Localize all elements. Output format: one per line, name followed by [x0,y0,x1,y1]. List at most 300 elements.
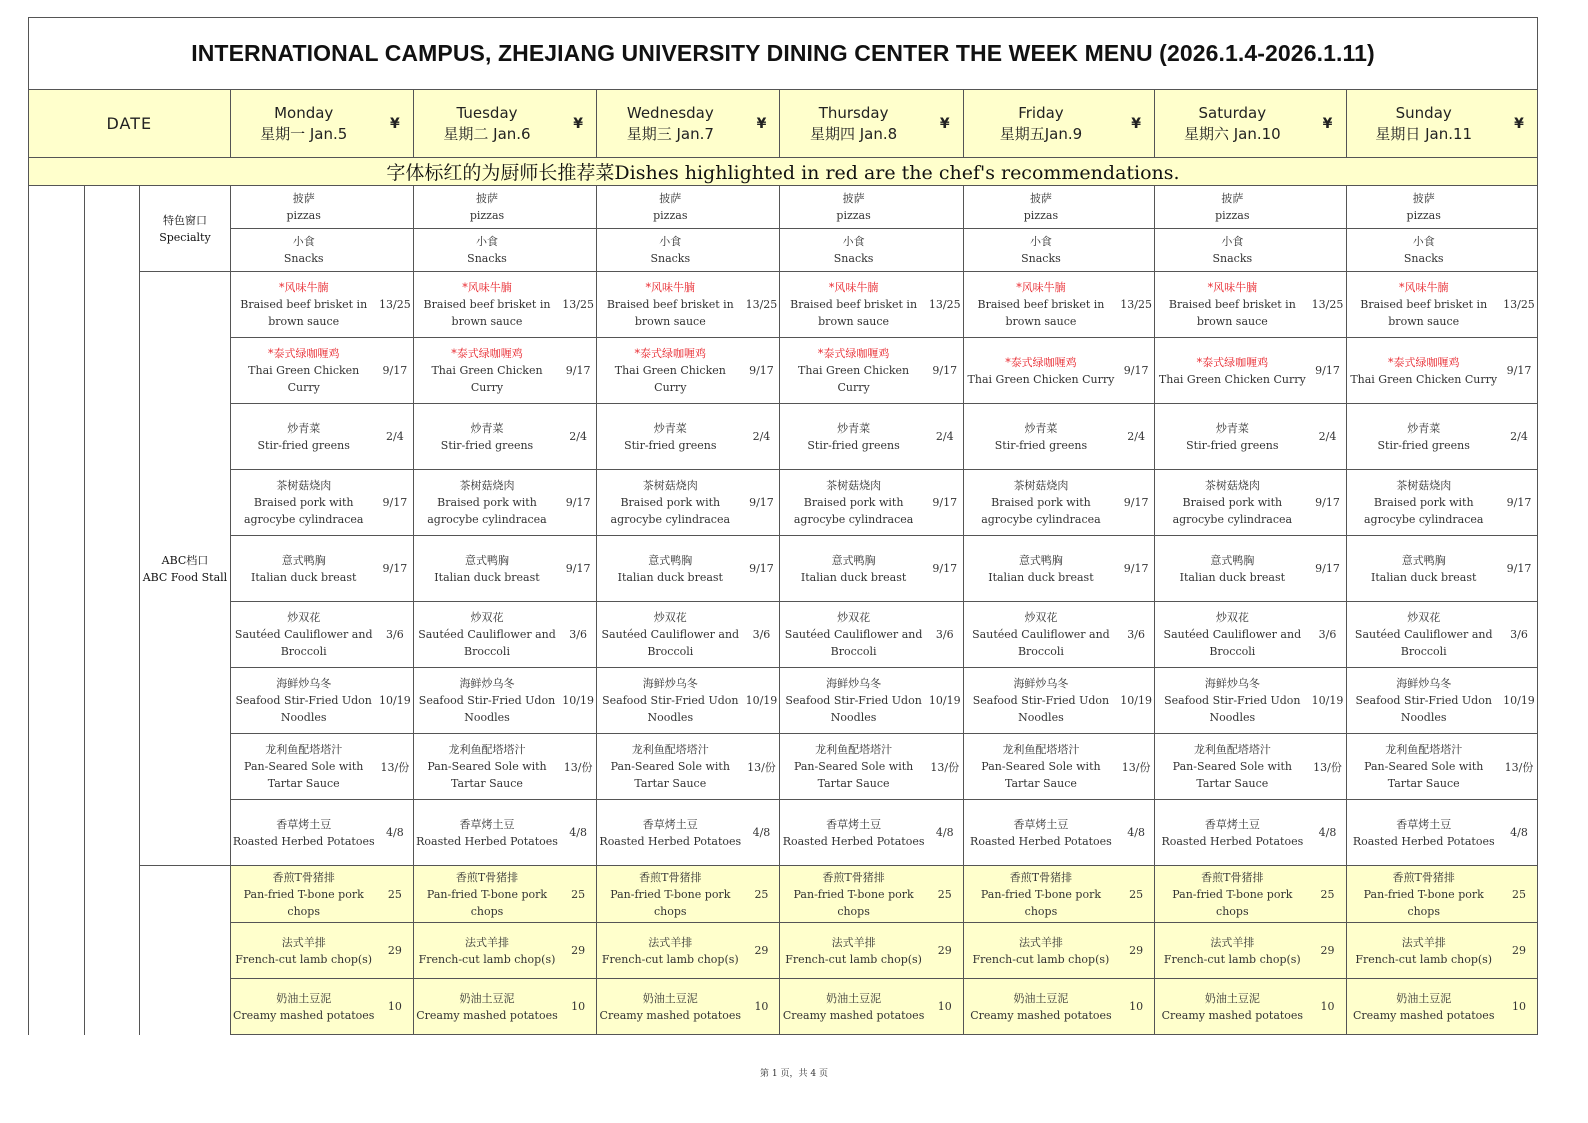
dish-cell [963,602,1118,668]
dish [1347,990,1501,1024]
dish-cell [780,668,927,734]
dish-cell [597,186,744,229]
price-cell: 2/4 [927,404,963,470]
dish-cell [1155,800,1310,866]
dish [1347,816,1501,850]
dish-name-en: Snacks [650,252,691,265]
dish-name-cn: 意式鸭胸 [648,553,693,567]
dish-name-en: French-cut lamb chop(s) [235,952,373,966]
price-cell: 25 [743,866,779,923]
dish [414,233,560,267]
dish-name-en: Braised beef brisket in brown sauce [606,298,734,328]
dish-name-cn: 披萨 [659,192,682,205]
dish [414,190,560,224]
price-cell: 25 [560,866,596,923]
price-cell: 3/6 [1310,602,1346,668]
specialty-row [29,186,1538,229]
dish-name-cn: 炒双花 [1407,611,1441,624]
dish [964,420,1118,454]
abc-row [29,734,1538,800]
dish [1155,233,1309,267]
day-name-cn: 星期三 Jan.7 [626,124,714,143]
dish-name-en: Stir-fried greens [994,438,1088,452]
dish-cell [780,734,927,800]
dish-name-cn: 茶树菇烧肉 [826,479,882,492]
price-cell: 9/17 [1501,536,1538,602]
dish-name-cn: 香草烤土豆 [826,817,882,831]
dish-cell [780,338,927,404]
dish-name-en: Pan-Seared Sole with Tartar Sauce [610,760,730,790]
dish-name-en: French-cut lamb chop(s) [1163,952,1301,966]
dish-cell [413,229,560,272]
specialty-row [29,229,1538,272]
dish-name-en: Pan-Seared Sole with Tartar Sauce [981,760,1101,790]
price-cell: 9/17 [1310,338,1346,404]
dish-name-en: French-cut lamb chop(s) [418,952,556,966]
dish-name-cn: 炒青菜 [1215,421,1249,435]
dish-name-cn: 香煎T骨猪排 [455,870,519,884]
dish-name-cn: 茶树菇烧肉 [1204,479,1260,492]
price-cell: 10/19 [743,668,779,734]
dish-cell [597,979,744,1035]
dish-name-en: Sautéed Cauliflower and Broccoli [601,628,740,658]
dish-name-cn: *风味牛腩 [1016,281,1066,294]
price-cell [743,186,779,229]
price-cell: 29 [927,923,963,979]
price-cell: 9/17 [377,536,413,602]
dish [231,420,377,454]
dish [1155,934,1309,968]
dish [231,990,377,1024]
price-cell: 13/份 [743,734,779,800]
dish-name-cn: 香煎T骨猪排 [1009,870,1073,884]
dish [964,279,1118,330]
price-cell [743,229,779,272]
dish-cell [1346,404,1501,470]
dish-name-cn: 炒双花 [837,611,871,624]
dish-name-en: Pan-fried T-bone pork chops [610,887,731,918]
price-cell: 13/份 [560,734,596,800]
dish-name-en: Seafood Stir-Fried Udon Noodles [972,694,1110,724]
page-footer: 第 1 页，共 4 页 [760,1069,828,1079]
dish-cell [1346,734,1501,800]
price-cell: 2/4 [743,404,779,470]
price-cell [377,229,413,272]
price-cell: 25 [377,866,413,923]
dish [1347,190,1501,224]
dish-name-en: Creamy mashed potatoes [599,1008,742,1022]
dish-name-en: Braised beef brisket in brown sauce [423,298,551,328]
dish-cell [597,866,744,923]
dish-cell [230,923,377,979]
price-cell: 13/25 [1501,272,1538,338]
dish [1347,477,1501,528]
dish-cell [230,979,377,1035]
dish-cell [1346,866,1501,923]
dish-name-en: Sautéed Cauliflower and Broccoli [234,628,373,658]
day-header [597,90,744,158]
price-cell: 25 [1118,866,1154,923]
dish-name-cn: 香煎T骨猪排 [1201,870,1264,884]
blank-col-2 [84,186,140,1035]
dish [780,190,926,224]
dish-cell [597,923,744,979]
dish-name-cn: 香煎T骨猪排 [272,870,335,884]
dish-cell [413,979,560,1035]
dish [964,741,1118,792]
day-name-en: Monday [274,103,334,122]
price-cell: 2/4 [1310,404,1346,470]
dish [780,675,926,726]
dish [414,934,560,968]
dish-name-cn: 法式羊排 [831,935,876,949]
dish-name-en: Italian duck breast [1179,570,1286,584]
dish-name-cn: 奶油土豆泥 [1204,991,1260,1005]
price-cell [1501,229,1538,272]
dish-cell [1155,404,1310,470]
price-cell: 9/17 [1501,470,1538,536]
dish [597,816,743,850]
price-cell: 9/17 [560,470,596,536]
dish [1155,354,1309,388]
dish-name-cn: *泰式绿咖喱鸡 [1196,355,1269,369]
dish [1347,609,1501,660]
dish [780,609,926,660]
price-cell: 3/6 [560,602,596,668]
dish [597,345,743,396]
dish-name-cn: 香草烤土豆 [1013,817,1069,831]
dish-cell [230,668,377,734]
dish-name-en: Sautéed Cauliflower and Broccoli [784,628,923,658]
dish-name-cn: 意式鸭胸 [465,553,509,567]
dish-cell [963,979,1118,1035]
dish-cell [780,923,927,979]
price-cell: 10/19 [1501,668,1538,734]
dish-name-cn: 奶油土豆泥 [1013,991,1069,1005]
dish-name-en: Italian duck breast [1371,570,1477,584]
price-cell [560,229,596,272]
dish-name-en: Thai Green Chicken Curry [967,372,1115,386]
dish-name-en: pizzas [1215,209,1250,222]
dish-name-en: Pan-fried T-bone pork chops [243,887,364,918]
price-cell: 25 [1501,866,1538,923]
dish-name-cn: 香草烤土豆 [642,817,698,831]
dish [414,552,560,586]
dish-name-cn: 小食 [1221,235,1244,248]
price-cell: 3/6 [1118,602,1154,668]
dish-name-cn: 茶树菇烧肉 [1013,479,1069,492]
dish-name-en: Roasted Herbed Potatoes [782,834,925,848]
dish-name-cn: 香草烤土豆 [1204,817,1260,831]
dish [231,741,377,792]
dish-name-en: Braised pork with agrocybe cylindracea [793,496,914,526]
dish-cell [1346,800,1501,866]
dish-name-cn: 法式羊排 [648,935,693,949]
dish-name-en: Seafood Stir-Fried Udon Noodles [235,694,372,724]
price-cell: 13/25 [377,272,413,338]
section-name-en: Specialty [159,230,211,244]
price-cell [1310,229,1346,272]
dish [1347,233,1501,267]
dish-name-cn: 香煎T骨猪排 [639,870,702,884]
dish [1155,552,1309,586]
price-cell: 10 [927,979,963,1035]
dish-name-cn: 意式鸭胸 [1401,553,1446,567]
dish-name-en: Snacks [1021,252,1061,265]
dish-cell [597,536,744,602]
dish-name-cn: *泰式绿咖喱鸡 [1005,355,1077,369]
dish-cell [963,668,1118,734]
dish [597,990,743,1024]
price-cell: 10 [1501,979,1538,1035]
dish-cell [597,800,744,866]
dish-name-cn: *泰式绿咖喱鸡 [634,347,707,360]
dish [964,233,1118,267]
dish-cell [230,470,377,536]
dish-name-cn: 法式羊排 [281,935,326,949]
price-cell: 2/4 [377,404,413,470]
dish-name-en: Creamy mashed potatoes [416,1008,558,1022]
day-name-en: Sunday [1395,103,1452,122]
dish [780,279,926,330]
dish-name-en: Braised beef brisket in brown sauce [240,298,368,328]
dish [964,990,1118,1024]
dish-name-cn: 炒双花 [470,611,504,624]
dish [1347,279,1501,330]
dish-name-cn: 奶油土豆泥 [276,991,332,1005]
dish-name-en: Braised pork with agrocybe cylindracea [1172,496,1293,526]
dish-name-en: Italian duck breast [617,570,723,584]
chef-note: 字体标红的为厨师长推荐菜Dishes highlighted in red are the chef's recommendations. [29,158,1538,186]
currency-symbol: ¥ [560,90,596,158]
dish-cell [1155,338,1310,404]
price-cell: 10/19 [1310,668,1346,734]
dish-cell [963,186,1118,229]
dish-name-en: pizzas [653,209,688,222]
dish-name-en: Seafood Stir-Fried Udon Noodles [1164,694,1301,724]
dish-name-cn: 奶油土豆泥 [1396,991,1452,1005]
dish-name-en: pizzas [286,209,321,222]
dish [231,675,377,726]
dish-name-cn: 海鲜炒乌冬 [826,677,882,690]
dish-cell [963,229,1118,272]
dish-cell [1346,229,1501,272]
price-cell: 10/19 [377,668,413,734]
dish [1155,190,1309,224]
dish-cell [597,229,744,272]
dish-name-en: Creamy mashed potatoes [970,1008,1112,1022]
dish-cell [1346,979,1501,1035]
dish-cell [413,404,560,470]
dish-cell [780,602,927,668]
dish-cell [413,186,560,229]
dish [597,869,743,920]
dish-name-en: Sautéed Cauliflower and Broccoli [972,628,1110,658]
dish [231,552,377,586]
price-cell: 4/8 [377,800,413,866]
dish-cell [780,272,927,338]
dish [780,233,926,267]
dish-cell [597,338,744,404]
price-cell: 9/17 [1310,470,1346,536]
dish-cell [230,272,377,338]
dish [780,741,926,792]
dish-name-en: Stir-fried greens [440,438,534,452]
price-cell [560,186,596,229]
day-name-en: Saturday [1198,103,1267,122]
dish [780,477,926,528]
dish-name-en: Pan-Seared Sole with Tartar Sauce [1364,760,1484,790]
dish [1155,477,1309,528]
day-name-cn: 星期六 Jan.10 [1183,124,1281,143]
day-name-en: Wednesday [626,103,714,122]
dish-name-en: Snacks [1403,252,1444,265]
price-cell: 9/17 [927,470,963,536]
dish-name-cn: *风味牛腩 [1207,281,1258,294]
section-abc [140,272,230,866]
dish [780,869,926,920]
price-cell: 10/19 [560,668,596,734]
dish-name-cn: 披萨 [1221,192,1244,205]
dish-name-cn: *风味牛腩 [1398,281,1449,294]
price-cell [1310,186,1346,229]
dish-name-en: Creamy mashed potatoes [232,1008,375,1022]
dish-name-cn: 披萨 [842,192,865,205]
dish [597,552,743,586]
price-cell: 10 [1118,979,1154,1035]
dish [414,990,560,1024]
price-cell: 10 [560,979,596,1035]
dish-name-cn: 香煎T骨猪排 [1392,870,1455,884]
dish-name-en: Pan-fried T-bone pork chops [980,887,1101,918]
day-header [1346,90,1501,158]
day-name-cn: 星期五Jan.9 [999,124,1083,143]
dish-name-en: Snacks [833,252,874,265]
dish [414,345,560,396]
dish-name-en: Roasted Herbed Potatoes [1161,834,1304,848]
dish-name-en: Braised beef brisket in brown sauce [790,298,918,328]
dish-name-cn: 奶油土豆泥 [642,991,698,1005]
dish-name-cn: 海鲜炒乌冬 [276,677,332,690]
dish-name-en: Pan-Seared Sole with Tartar Sauce [244,760,364,790]
dish [964,354,1118,388]
price-cell: 9/17 [560,536,596,602]
dish-cell [780,979,927,1035]
dish-cell [963,536,1118,602]
dish-name-en: Braised beef brisket in brown sauce [977,298,1105,328]
price-cell: 9/17 [927,338,963,404]
dish-name-en: Thai Green Chicken Curry [798,364,910,394]
dish [1347,869,1501,920]
dish-name-en: Creamy mashed potatoes [1352,1008,1495,1022]
dish-name-en: Braised pork with agrocybe cylindracea [243,496,364,526]
dish-name-cn: 茶树菇烧肉 [1396,479,1452,492]
price-cell: 29 [560,923,596,979]
dish-name-en: Creamy mashed potatoes [1161,1008,1304,1022]
dish-name-cn: 奶油土豆泥 [826,991,882,1005]
dish [231,345,377,396]
price-cell: 3/6 [927,602,963,668]
grill-row [29,979,1538,1035]
dish [1155,675,1309,726]
price-cell: 13/25 [1118,272,1154,338]
dish-name-cn: 法式羊排 [465,935,509,949]
dish-cell [597,602,744,668]
price-cell: 13/份 [377,734,413,800]
dish-name-cn: 炒双花 [287,611,321,624]
header-row [29,90,1538,158]
dish-name-en: Thai Green Chicken Curry [614,364,726,394]
dish-cell [230,338,377,404]
dish-cell [963,470,1118,536]
dish-name-en: pizzas [1406,209,1441,222]
dish-name-en: Braised beef brisket in brown sauce [1360,298,1488,328]
dish-name-en: Thai Green Chicken Curry [431,364,543,394]
dish-name-cn: 炒双花 [653,611,687,624]
price-cell [927,186,963,229]
dish-name-cn: 意式鸭胸 [831,553,876,567]
dish-cell [413,338,560,404]
dish-cell [1346,923,1501,979]
currency-symbol: ¥ [927,90,963,158]
dish [964,190,1118,224]
dish [1155,420,1309,454]
dish [964,552,1118,586]
price-cell: 29 [1118,923,1154,979]
dish-cell [230,800,377,866]
dish [1155,990,1309,1024]
price-cell: 4/8 [743,800,779,866]
price-cell: 10/19 [1118,668,1154,734]
abc-row [29,800,1538,866]
price-cell [1118,186,1154,229]
day-name-cn: 星期四 Jan.8 [809,124,898,143]
dish-cell [230,536,377,602]
dish [414,477,560,528]
dish-cell [413,272,560,338]
price-cell: 13/25 [560,272,596,338]
dish [1347,934,1501,968]
dish-cell [1346,186,1501,229]
dish-name-en: Snacks [467,252,507,265]
dish-name-en: Italian duck breast [251,570,357,584]
dish-cell [413,866,560,923]
price-cell: 9/17 [1118,338,1154,404]
dish-cell [780,404,927,470]
dish-cell [1155,979,1310,1035]
dish-name-cn: 香草烤土豆 [1396,817,1452,831]
dish-name-cn: 香煎T骨猪排 [822,870,885,884]
dish-cell [1346,602,1501,668]
dish-cell [413,734,560,800]
price-cell: 10 [743,979,779,1035]
dish-name-en: Thai Green Chicken Curry [1350,372,1498,386]
dish-name-cn: 奶油土豆泥 [459,991,515,1005]
dish-name-cn: 海鲜炒乌冬 [1396,677,1452,690]
grill-row [29,866,1538,923]
dish-name-cn: 披萨 [1029,192,1052,205]
dish-name-cn: 茶树菇烧肉 [276,479,332,492]
dish-cell [780,470,927,536]
dish-name-en: Pan-Seared Sole with Tartar Sauce [1172,760,1292,790]
dish-name-cn: 炒青菜 [470,421,504,435]
price-cell: 10 [1310,979,1346,1035]
dish-name-cn: 炒双花 [1215,611,1249,624]
dish-name-cn: *泰式绿咖喱鸡 [1387,355,1460,369]
dish [1155,609,1309,660]
currency-symbol: ¥ [1501,90,1538,158]
day-name-en: Tuesday [456,103,518,122]
